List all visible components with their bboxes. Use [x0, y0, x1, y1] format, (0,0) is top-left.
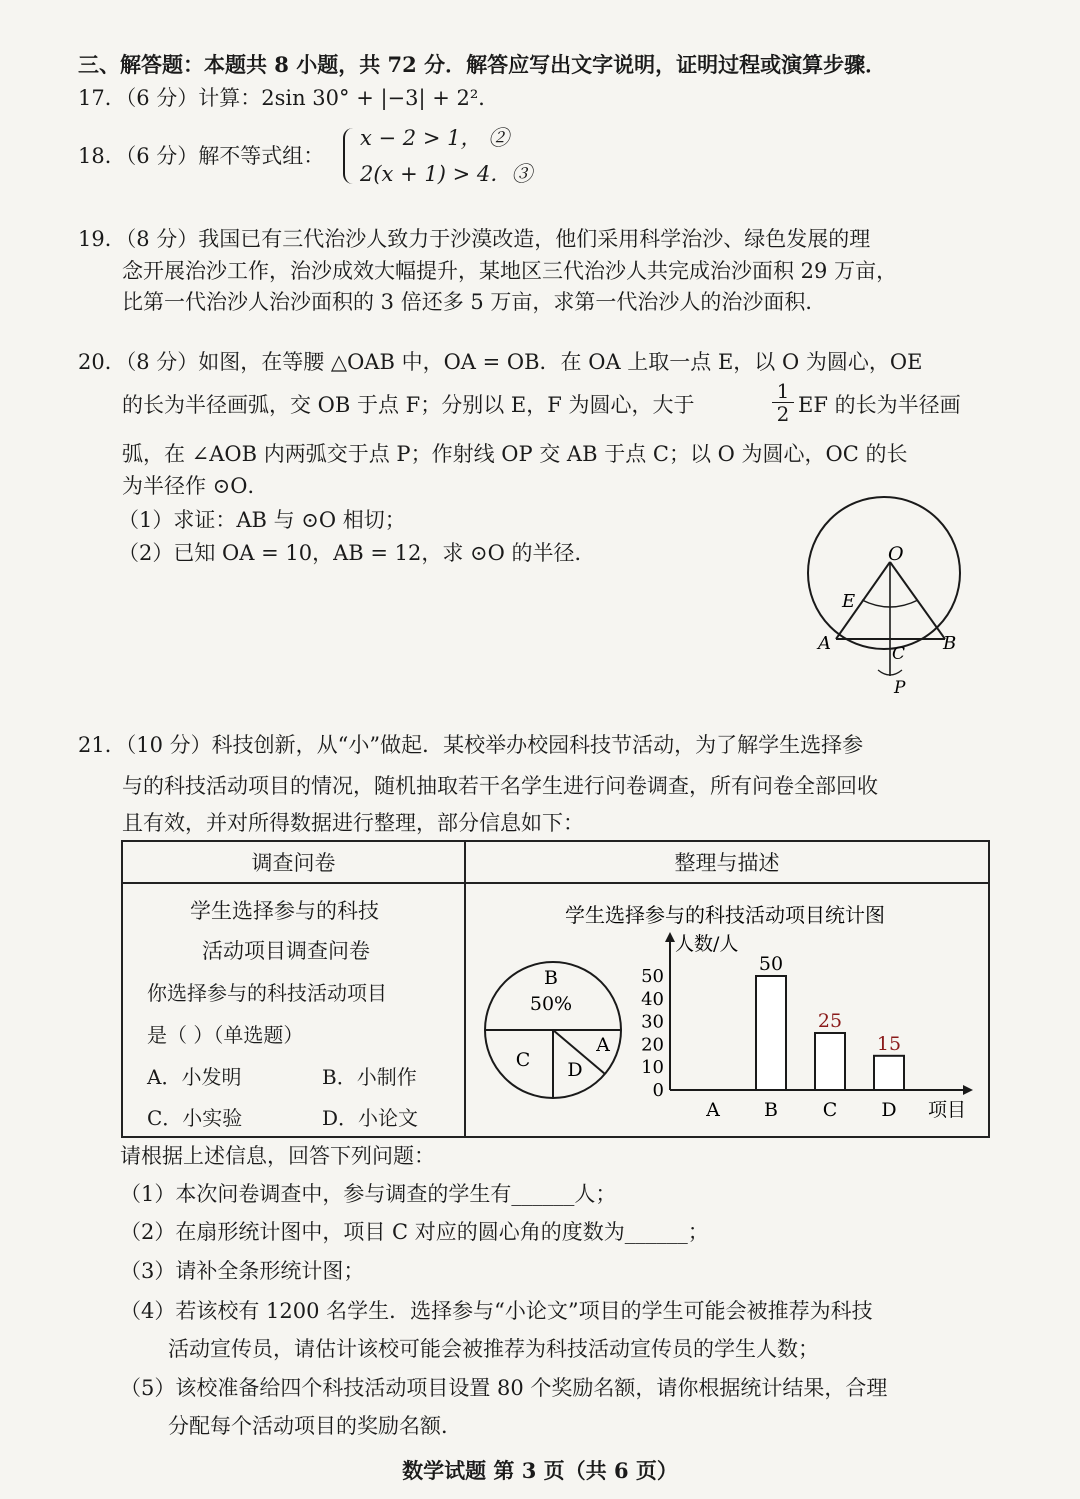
question-21-line-3: 且有效，并对所得数据进行整理，部分信息如下：: [122, 811, 584, 835]
y-axis-label: 人数/人: [675, 933, 739, 955]
survey-title-1: 学生选择参与的科技: [190, 899, 379, 923]
survey-question: 你选择参与的科技活动项目: [147, 981, 387, 1005]
question-20-sub-1: （1）求证：AB 与 ⊙O 相切；: [118, 508, 406, 532]
q21-sub-1: （1）本次问卷调查中，参与调查的学生有______人；: [120, 1182, 617, 1206]
q21-sub-5-cont: 分配每个活动项目的奖励名额．: [168, 1414, 462, 1438]
question-19-line-2: 念开展治沙工作，治沙成效大幅提升，某地区三代治沙人共完成治沙面积 29 万亩，: [122, 259, 898, 283]
x-tick-label-b: B: [764, 1099, 778, 1121]
page-footer: 数学试题 第 3 页（共 6 页）: [402, 1458, 678, 1483]
fraction-numerator: 1: [772, 380, 794, 403]
bar-value-d: 15: [876, 1032, 902, 1055]
x-tick-label-c: C: [822, 1099, 838, 1121]
x-tick-label-d: D: [881, 1099, 897, 1121]
inequality-2: 2(x + 1) > 4．③: [360, 162, 533, 186]
survey-option-c: C．小实验: [147, 1106, 243, 1130]
y-axis-arrow: [665, 932, 675, 942]
x-tick-label-a: A: [706, 1099, 720, 1121]
table-header-describe: 整理与描述: [465, 841, 989, 883]
y-tick-label: 50: [641, 966, 664, 987]
label-p: P: [894, 678, 906, 698]
x-axis-arrow: [963, 1085, 973, 1095]
survey-option-a: A．小发明: [147, 1065, 242, 1089]
question-19-line-1: 19．（8 分）我国已有三代治沙人致力于沙漠改造，他们采用科学治沙、绿色发展的理: [78, 227, 871, 251]
question-18-prefix: 18．（6 分）解不等式组：: [78, 144, 325, 168]
x-axis-label: 项目: [928, 1099, 967, 1121]
section-heading: 三、解答题：本题共 8 小题，共 72 分．解答应写出文字说明，证明过程或演算步骤．: [78, 52, 887, 77]
table-header-survey: 调查问卷: [122, 841, 465, 883]
fraction-denominator: 2: [776, 402, 790, 426]
survey-option-d: D．小论文: [322, 1106, 419, 1130]
q21-sub-2: （2）在扇形统计图中，项目 C 对应的圆心角的度数为______；: [120, 1220, 709, 1244]
bar-value-b: 50: [758, 953, 784, 975]
bar-value-c: 25: [817, 1010, 843, 1032]
question-20-sub-2: （2）已知 OA = 10，AB = 12，求 ⊙O 的半径．: [118, 541, 596, 565]
y-tick-label: 40: [641, 988, 664, 1010]
q21-prompt: 请根据上述信息，回答下列问题：: [120, 1144, 435, 1168]
q21-sub-4: （4）若该校有 1200 名学生．选择参与“小论文”项目的学生可能会被推荐为科技: [120, 1299, 873, 1323]
question-21-line-2: 与的科技活动项目的情况，随机抽取若干名学生进行问卷调查，所有问卷全部回收: [122, 774, 878, 798]
y-tick-label: 0: [652, 1080, 664, 1101]
pie-label-b: B: [544, 967, 558, 989]
label-b: B: [943, 633, 957, 654]
y-tick-label: 20: [641, 1034, 664, 1056]
survey-title-2: 活动项目调查问卷: [202, 939, 370, 963]
pie-percent-b: 50%: [529, 993, 573, 1015]
system-brace: [343, 128, 357, 184]
inequality-1: x − 2 > 1， ②: [360, 126, 510, 150]
geometry-figure: [800, 490, 990, 705]
q21-sub-4-cont: 活动宣传员，请估计该校可能会被推荐为科技活动宣传员的学生人数；: [168, 1337, 819, 1361]
fraction-one-half: [772, 380, 794, 425]
label-e: E: [842, 591, 856, 612]
question-21-line-1: 21．（10 分）科技创新，从“小”做起．某校举办校园科技节活动，为了解学生选择参: [78, 733, 864, 757]
q21-sub-5: （5）该校准备给四个科技活动项目设置 80 个奖励名额，请你根据统计结果，合理: [120, 1376, 888, 1400]
chart-title: 学生选择参与的科技活动项目统计图: [565, 903, 885, 927]
bar-b: [756, 976, 786, 1090]
label-a: A: [818, 633, 831, 654]
bar-d: [874, 1056, 904, 1090]
label-o: O: [888, 543, 904, 565]
question-20-line-1: 20．（8 分）如图，在等腰 △OAB 中，OA = OB．在 OA 上取一点 E，以 O 为圆心，OE: [78, 350, 923, 374]
y-tick-label: 10: [641, 1057, 664, 1079]
survey-question-tail: 是（ ）（单选题）: [147, 1023, 304, 1047]
q21-sub-3: （3）请补全条形统计图；: [120, 1259, 365, 1283]
pie-label-c: C: [515, 1049, 531, 1071]
question-20-line-2-tail: EF 的长为半径画: [798, 393, 961, 417]
label-c: C: [892, 644, 906, 664]
statistics-chart: [465, 884, 988, 1136]
question-19-line-3: 比第一代治沙人治沙面积的 3 倍还多 5 万亩，求第一代治沙人的治沙面积．: [122, 290, 827, 314]
question-20-line-2: 的长为半径画弧，交 OB 于点 F；分别以 E，F 为圆心，大于: [122, 393, 695, 417]
y-tick-label: 30: [641, 1011, 664, 1033]
question-17: 17．（6 分）计算：2sin 30° + |−3| + 2²．: [78, 86, 500, 110]
question-20-line-3: 弧，在 ∠AOB 内两弧交于点 P；作射线 OP 交 AB 于点 C；以 O 为圆心，OC 的长: [122, 442, 908, 466]
bar-c: [815, 1033, 845, 1090]
survey-option-b: B．小制作: [322, 1065, 417, 1089]
pie-label-d: D: [567, 1059, 583, 1081]
pie-label-a: A: [596, 1034, 610, 1056]
question-20-line-4: 为半径作 ⊙O．: [122, 474, 269, 498]
circle-o: [808, 497, 960, 649]
